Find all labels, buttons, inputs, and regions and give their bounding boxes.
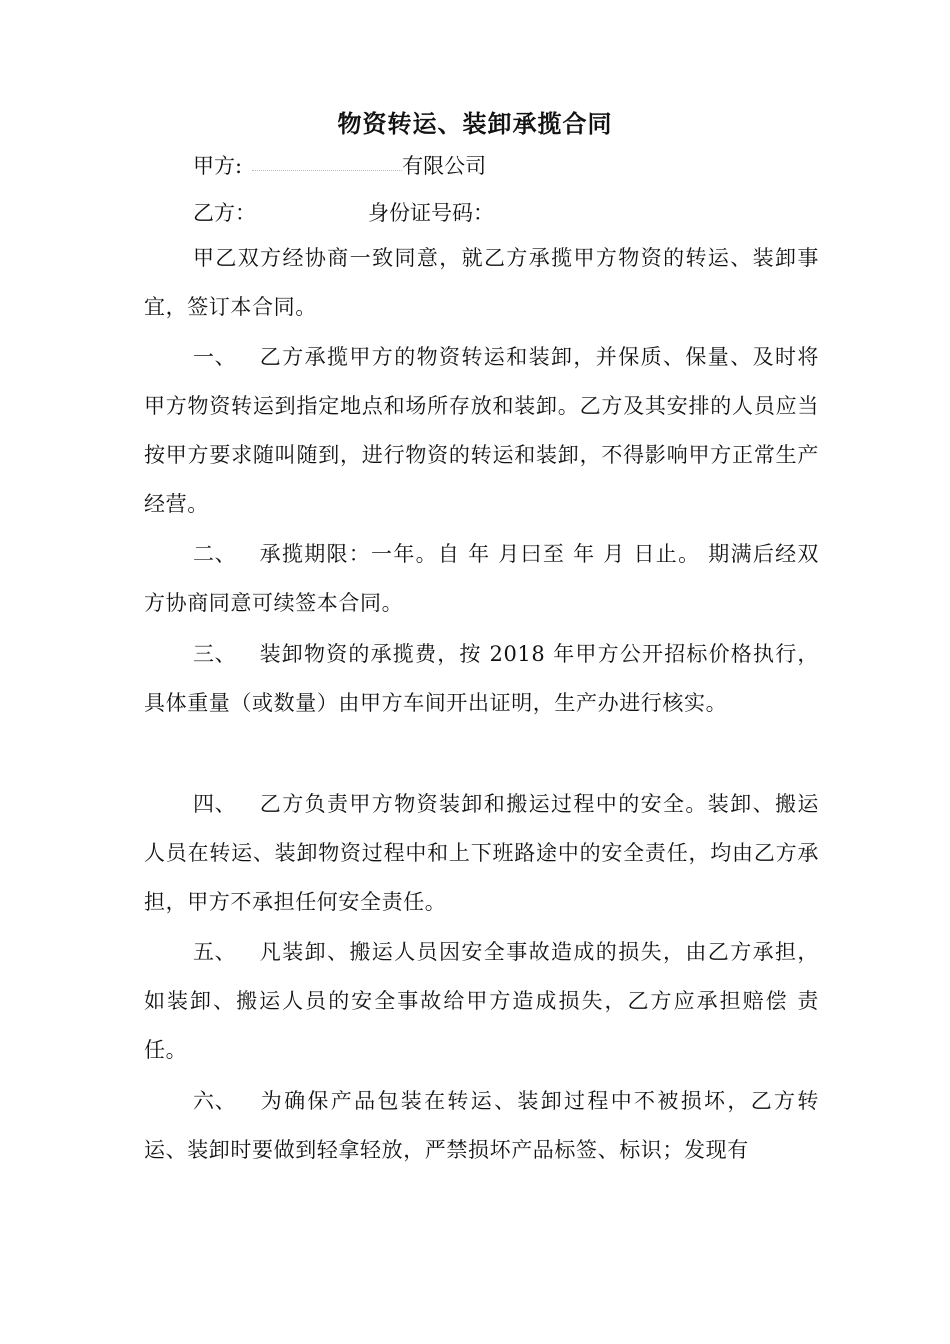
clause-text: 乙方负责甲方物资装卸和搬运过程中的安全。装卸、搬运人员在转运、装卸物资过程中和上下班路途中的安全责任，均由乙方承担，甲方不承担任何安全责任。 <box>144 792 819 914</box>
clause-text: 为确保产品包装在转运、装卸过程中不被损坏，乙方转运、装卸时要做到轻拿轻放，严禁损坏产品标签、标识；发现有 <box>144 1089 819 1162</box>
clause-5 <box>144 928 819 1075</box>
document-title: 物资转运、装卸承揽合同 <box>337 109 613 138</box>
clause-text: 凡装卸、搬运人员因安全事故造成的损失，由乙方承担， 如装卸、搬运人员的安全事故给甲方造成损失，乙方应承担赔偿 责任。 <box>144 940 819 1062</box>
party-b-line <box>193 197 494 227</box>
clause-number: 五、 <box>193 940 237 964</box>
party-a-line <box>193 150 486 180</box>
party-b-id-label: 身份证号码： <box>368 201 494 225</box>
party-a-label: 甲方: <box>193 154 243 178</box>
clause-text: 乙方承揽甲方的物资转运和装卸，并保质、保量、及时将甲方物资转运到指定地点和场所存放和装卸。乙方及其安排的人员应当按甲方要求随叫随到，进行物资的转运和装卸，不得影响甲方正常生产经营。 <box>144 345 819 516</box>
clause-number: 一、 <box>193 345 237 369</box>
redacted-company-name <box>252 150 402 171</box>
clause-text: 装卸物资的承揽费，按 2018 年甲方公开招标价格执行， 具体重量（或数量）由甲方车间开出证明，生产办进行核实。 <box>144 642 819 715</box>
clause-6 <box>144 1077 819 1175</box>
clause-text: 承揽期限：一年。自 年 月曰至 年 月 日止。 期满后经双方协商同意可续签本合同。 <box>144 542 819 615</box>
clause-number: 六、 <box>193 1089 237 1113</box>
clause-number: 三、 <box>193 642 237 666</box>
party-b-label: 乙方： <box>193 201 256 225</box>
party-a-suffix: 有限公司 <box>402 154 487 178</box>
clause-3 <box>144 630 819 728</box>
intro-paragraph: 甲乙双方经协商一致同意，就乙方承揽甲方物资的转运、装卸事宜，签订本合同。 <box>144 246 819 319</box>
clause-2 <box>144 530 819 628</box>
clause-number: 四、 <box>193 792 237 816</box>
clause-1 <box>144 333 819 529</box>
clause-number: 二、 <box>193 542 237 566</box>
clause-4 <box>144 780 819 927</box>
